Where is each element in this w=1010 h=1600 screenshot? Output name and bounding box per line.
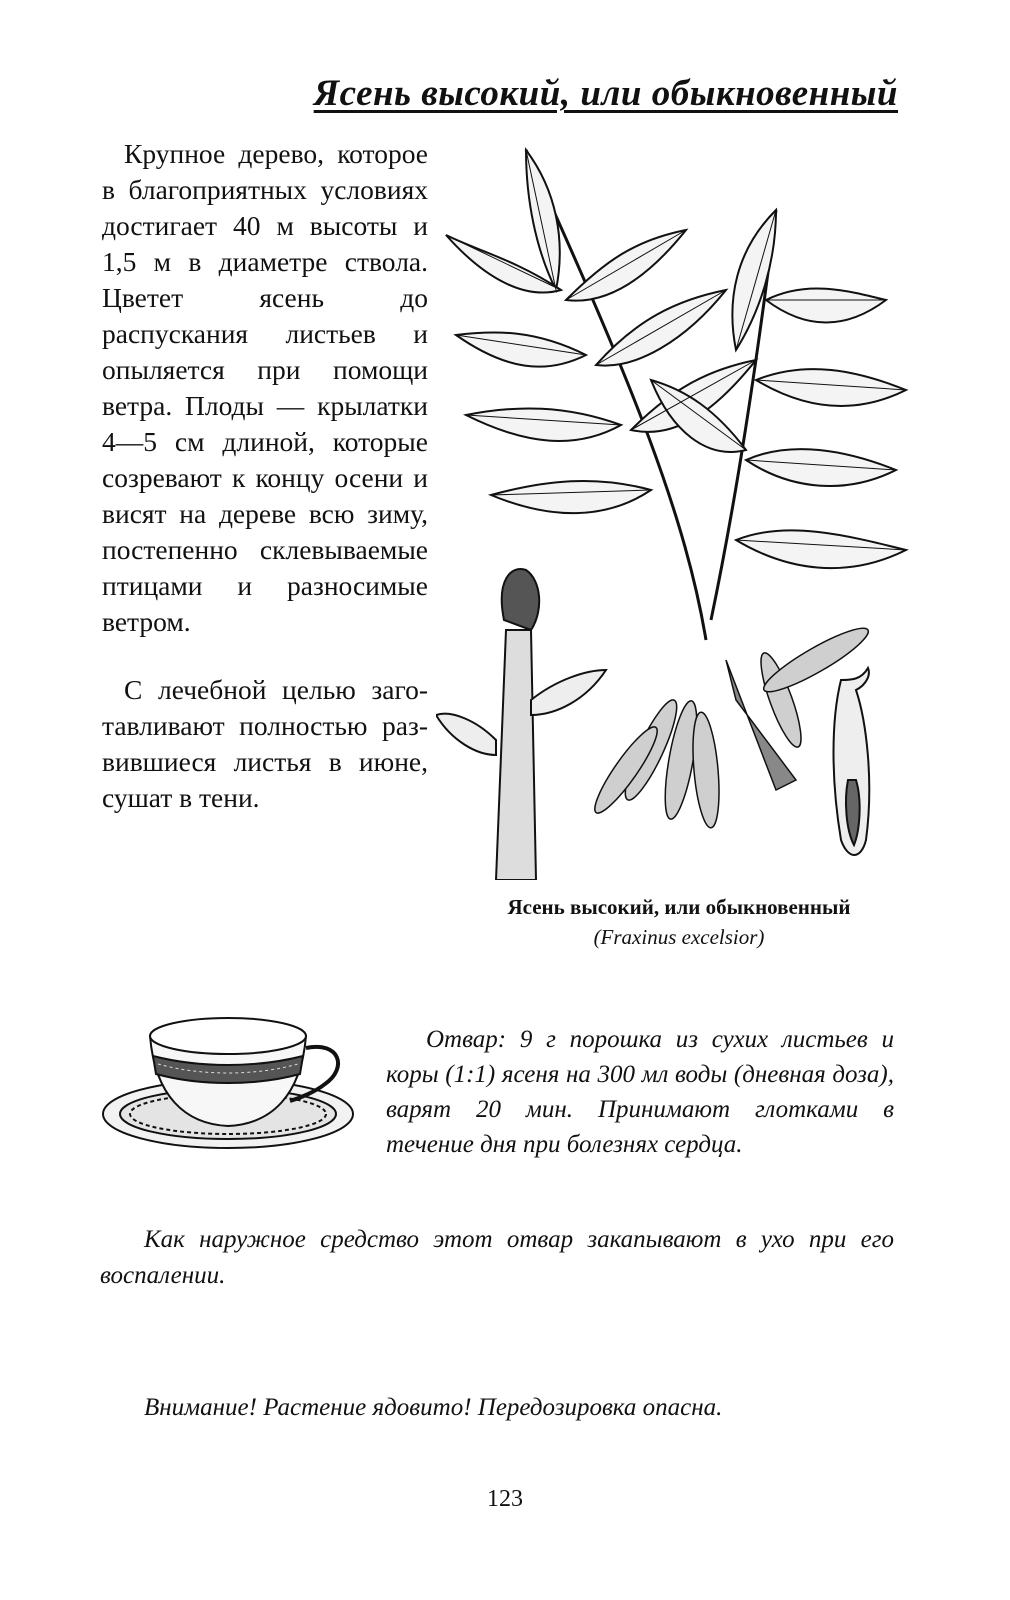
intro-text	[102, 136, 428, 816]
external-use-paragraph: Как наружное средство этот отвар закапывают в ухо при его воспалении.	[100, 1226, 894, 1289]
figure-caption	[436, 892, 922, 952]
external-use-text	[100, 1222, 894, 1294]
caption-plant-name: Ясень высокий, или обыкновенный	[507, 895, 851, 919]
page-number: 123	[487, 1486, 523, 1512]
caption-latin-name: (Fraxinus excelsior)	[593, 925, 765, 949]
warning-text: Внимание! Растение ядовито! Передозировка опасна.	[144, 1394, 723, 1421]
recipe-paragraph: Отвар: 9 г порошка из сухих листьев и коры (1:1) ясеня на 300 мл воды (дневная доза), варят 20 мин. Принимают глотками в течение дня при болезнях сердца.	[386, 1026, 894, 1158]
ash-plant-illustration	[436, 140, 924, 880]
intro-paragraph-harvest: С лечебной целью заготавливают полностью развившиеся листья в июне, сушат в тени.	[102, 674, 428, 813]
intro-paragraph-description: Крупное дерево, которое в благоприятных условиях достигает 40 м высоты и 1,5 м в диаметре ствола. Цветет ясень до распускания листьев и опыляется при помощи ветра. Плоды — крылатки 4—5 см длиной, которые созревают к концу осени и висят на дереве всю зиму, постепенно склевываемые птицами и разносимые ветром.	[102, 138, 428, 637]
recipe-text	[386, 1022, 894, 1162]
page-title: Ясень высокий, или обыкновенный	[313, 73, 898, 114]
teacup-illustration	[100, 1006, 360, 1156]
